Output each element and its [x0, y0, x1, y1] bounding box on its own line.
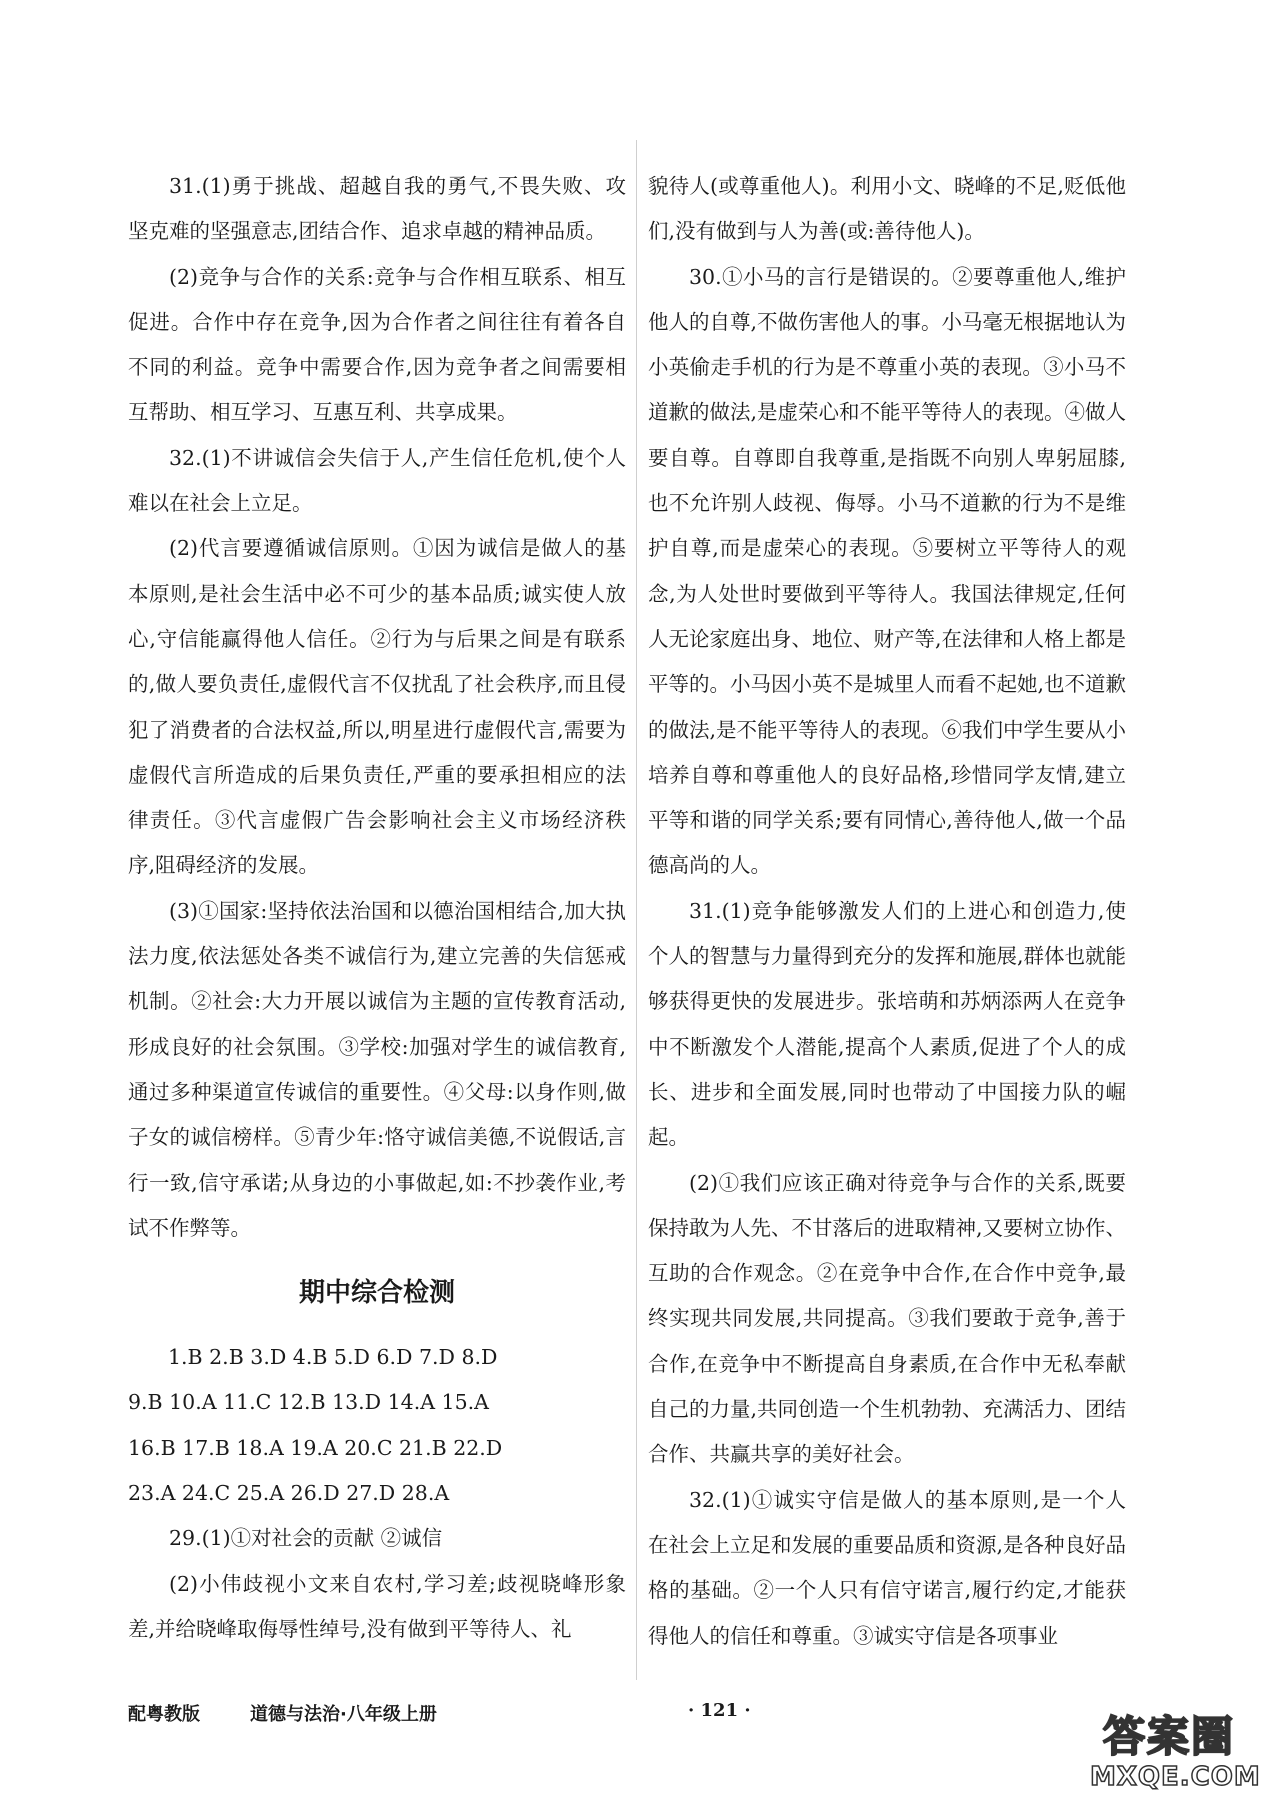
section-title: 期中综合检测: [298, 1278, 455, 1309]
paragraph: 32.(1)不讲诚信会失信于人,产生信任危机,使个人难以在社会上立足。: [128, 445, 626, 516]
left-column: [128, 164, 626, 1652]
right-column: [648, 164, 1126, 1659]
column-divider: [636, 140, 637, 1680]
page-number: · 121 ·: [688, 1700, 751, 1721]
paragraph: (2)代言要遵循诚信原则。①因为诚信是做人的基本原则,是社会生活中必不可少的基本品质;诚实使人放心,守信能赢得他人信任。②行为与后果之间是有联系的,做人要负责任,虚假代言不仅扰乱了社会秩序,而且侵犯了消费者的合法权益,所以,明星进行虚假代言,需要为虚假代言所造成的后果负责任,严重的要承担相应的法律责任。③代言虚假广告会影响社会主义市场经济秩序,阻碍经济的发展。: [128, 536, 626, 878]
paragraph: 31.(1)勇于挑战、超越自我的勇气,不畏失败、攻坚克难的坚强意志,团结合作、追求卓越的精神品质。: [128, 174, 626, 244]
answer-line: 9.B 10.A 11.C 12.B 13.D 14.A 15.A: [128, 1390, 489, 1415]
page-footer: [128, 1700, 1128, 1730]
subject-label: 道德与法治·八年级上册: [250, 1704, 437, 1725]
paragraph: 貌待人(或尊重他人)。利用小文、晓峰的不足,贬低他们,没有做到与人为善(或:善待他人)。: [648, 174, 1126, 244]
edition-label: 配粤教版: [128, 1704, 200, 1725]
answer-line: 16.B 17.B 18.A 19.A 20.C 21.B 22.D: [128, 1435, 503, 1460]
paragraph: (2)小伟歧视小文来自农村,学习差;歧视晓峰形象差,并给晓峰取侮辱性绰号,没有做到平等待人、礼: [128, 1571, 626, 1641]
watermark-domain: MXQE.COM: [1090, 1762, 1261, 1792]
paragraph: 31.(1)竞争能够激发人们的上进心和创造力,使个人的智慧与力量得到充分的发挥和施展,群体也就能够获得更快的发展进步。张培萌和苏炳添两人在竞争中不断激发个人潜能,提高个人素质,促进了个人的成长、进步和全面发展,同时也带动了中国接力队的崛起。: [648, 898, 1127, 1150]
paragraph: (2)竞争与合作的关系:竞争与合作相互联系、相互促进。合作中存在竞争,因为合作者之间往往有着各自不同的利益。竞争中需要合作,因为竞争者之间需要相互帮助、相互学习、互惠互利、共享成果。: [128, 264, 626, 425]
paragraph: 30.①小马的言行是错误的。②要尊重他人,维护他人的自尊,不做伤害他人的事。小马毫无根据地认为小英偷走手机的行为是不尊重小英的表现。③小马不道歉的做法,是虚荣心和不能平等待人的表现。④做人要自尊。自尊即自我尊重,是指既不向别人卑躬屈膝,也不允许别人歧视、侮辱。小马不道歉的行为不是维护自尊,而是虚荣心的表现。⑤要树立平等待人的观念,为人处世时要做到平等待人。我国法律规定,任何人无论家庭出身、地位、财产等,在法律和人格上都是平等的。小马因小英不是城里人而看不起她,也不道歉的做法,是不能平等待人的表现。⑥我们中学生要从小培养自尊和尊重他人的良好品格,珍惜同学友情,建立平等和谐的同学关系;要有同情心,善待他人,做一个品德高尚的人。: [648, 264, 1127, 878]
paragraph: 29.(1)①对社会的贡献 ②诚信: [169, 1526, 443, 1551]
watermark-logo: [1090, 1712, 1261, 1792]
answer-line: 1.B 2.B 3.D 4.B 5.D 6.D 7.D 8.D: [168, 1345, 498, 1370]
paragraph: (3)①国家:坚持依法治国和以德治国相结合,加大执法力度,依法惩处各类不诚信行为,建立完善的失信惩戒机制。②社会:大力开展以诚信为主题的宣传教育活动,形成良好的社会氛围。③学校:加强对学生的诚信教育,通过多种渠道宣传诚信的重要性。④父母:以身作则,做子女的诚信榜样。⑤青少年:恪守诚信美德,不说假话,言行一致,信守承诺;从身边的小事做起,如:不抄袭作业,考试不作弊等。: [128, 898, 626, 1240]
answer-line: 23.A 24.C 25.A 26.D 27.D 28.A: [128, 1481, 450, 1506]
paragraph: (2)①我们应该正确对待竞争与合作的关系,既要保持敢为人先、不甘落后的进取精神,又要树立协作、互助的合作观念。②在竞争中合作,在合作中竞争,最终实现共同发展,共同提高。③我们要敢于竞争,善于合作,在竞争中不断提高自身素质,在合作中无私奉献自己的力量,共同创造一个生机勃勃、充满活力、团结合作、共赢共享的美好社会。: [648, 1170, 1127, 1467]
paragraph: 32.(1)①诚实守信是做人的基本原则,是一个人在社会上立足和发展的重要品质和资源,是各种良好品格的基础。②一个人只有信守诺言,履行约定,才能获得他人的信任和尊重。③诚实守信是各项事业: [648, 1487, 1127, 1648]
watermark-text: 答案圈: [1102, 1712, 1235, 1761]
